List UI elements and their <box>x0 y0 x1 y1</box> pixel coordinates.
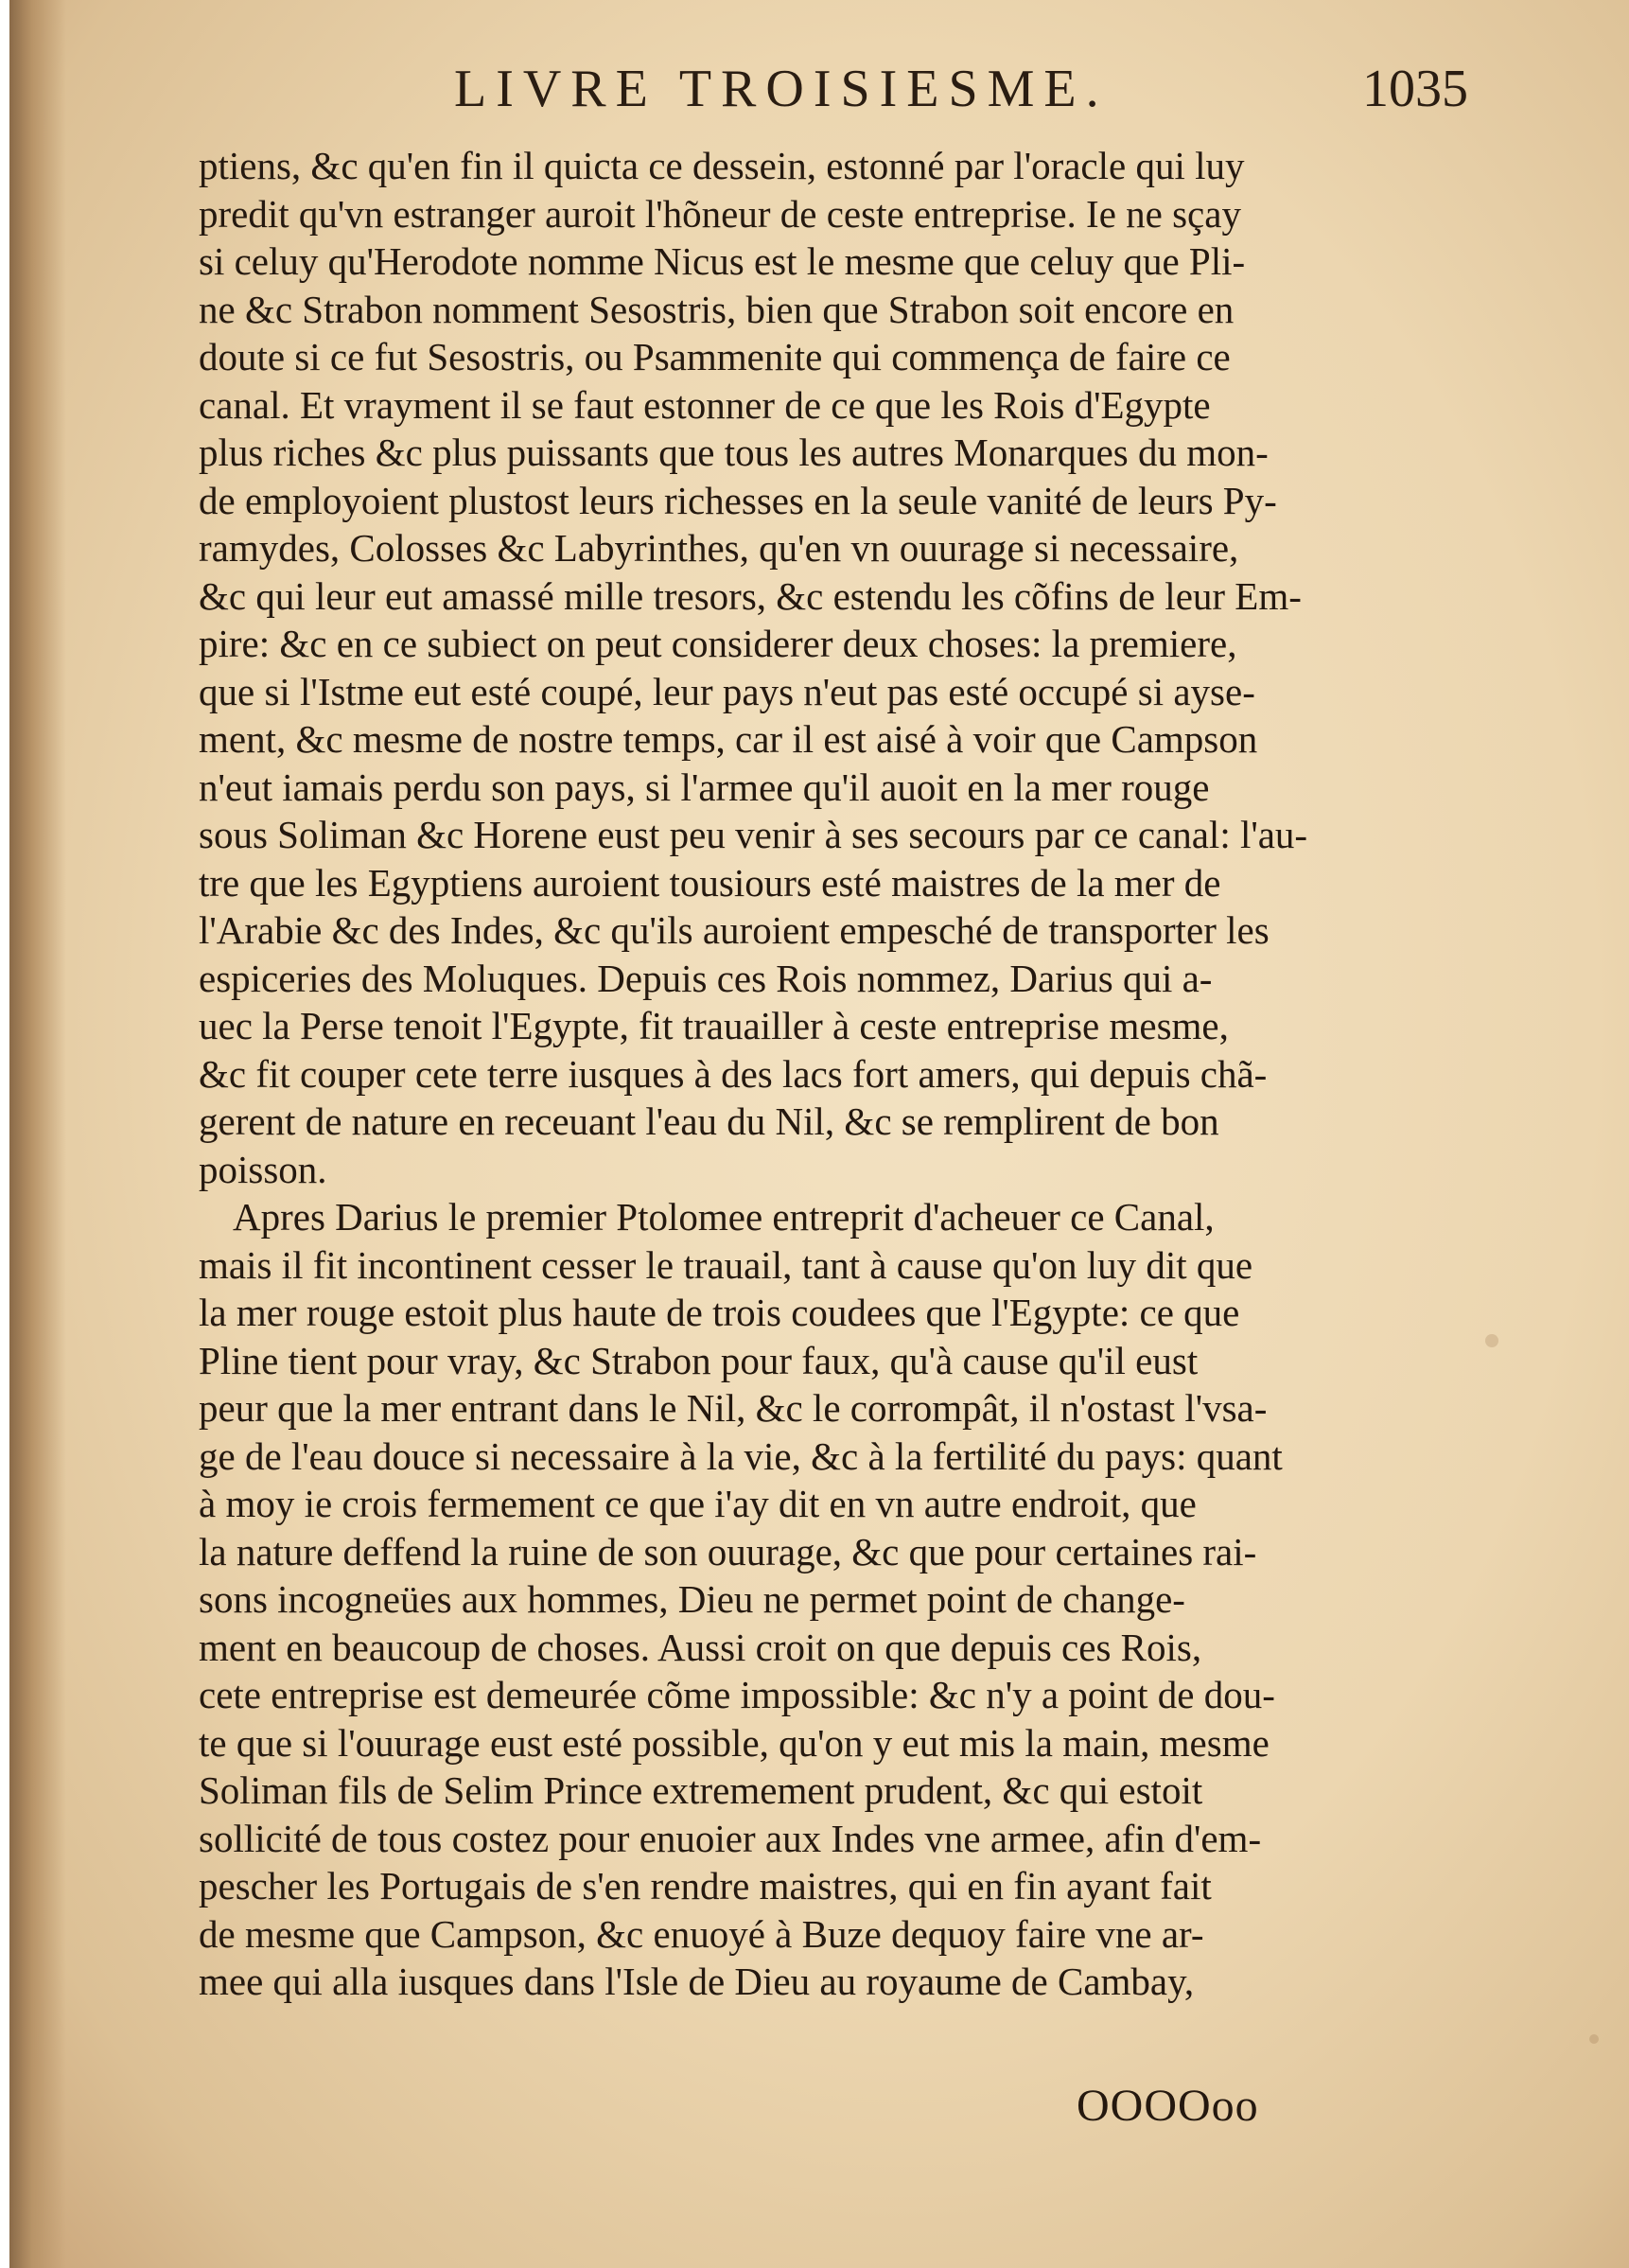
text-line: pescher les Portugais de s'en rendre maistres, qui en fin ayant fait <box>199 1864 1212 1908</box>
text-line: poisson. <box>199 1147 327 1191</box>
text-line: sous Soliman &c Horene eust peu venir à ses secours par ce canal: l'au- <box>199 813 1308 856</box>
text-line: ment en beaucoup de choses. Aussi croit on que depuis ces Rois, <box>199 1625 1202 1669</box>
running-title: LIVRE TROISIESME. <box>454 60 1109 118</box>
book-page <box>9 0 1629 2268</box>
text-line: te que si l'ouurage eust esté possible, qu'on y eut mis la main, mesme <box>199 1720 1270 1765</box>
text-line: uec la Perse tenoit l'Egypte, fit trauailler à ceste entreprise mesme, <box>199 1004 1229 1047</box>
text-line: la mer rouge estoit plus haute de trois coudees que l'Egypte: ce que <box>199 1291 1240 1334</box>
text-line: peur que la mer entrant dans le Nil, &c le corrompât, il n'ostast l'vsa- <box>199 1386 1268 1430</box>
text-line: &c qui leur eut amassé mille tresors, &c estendu les cõfins de leur Em- <box>199 573 1302 618</box>
text-line: Soliman fils de Selim Prince extremement prudent, &c qui estoit <box>199 1768 1203 1812</box>
page-number: 1035 <box>1362 60 1468 118</box>
text-line: gerent de nature en receuant l'eau du Nil, &c se remplirent de bon <box>199 1099 1219 1143</box>
text-line: canal. Et vrayment il se faut estonner de ce que les Rois d'Egypte <box>199 382 1211 427</box>
text-line: predit qu'vn estranger auroit l'hõneur de ceste entreprise. Ie ne sçay <box>199 191 1241 236</box>
text-line: ptiens, &c qu'en fin il quicta ce dessein, estonné par l'oracle qui luy <box>199 144 1245 187</box>
text-line: de mesme que Campson, &c enuoyé à Buze dequoy faire vne ar- <box>199 1911 1204 1956</box>
text-line: cete entreprise est demeurée cõme impossible: &c n'y a point de dou- <box>199 1673 1275 1716</box>
text-line: si celuy qu'Herodote nomme Nicus est le mesme que celuy que Pli- <box>199 239 1246 283</box>
ink-spot <box>1589 2034 1599 2044</box>
text-line: ment, &c mesme de nostre temps, car il est aisé à voir que Campson <box>199 717 1258 761</box>
text-line: l'Arabie &c des Indes, &c qu'ils auroient empesché de transporter les <box>199 908 1270 952</box>
text-line: mee qui alla iusques dans l'Isle de Dieu au royaume de Cambay, <box>199 1960 1195 2003</box>
text-line: la nature deffend la ruine de son ouurage, &c que pour certaines rai- <box>199 1529 1257 1574</box>
text-line: doute si ce fut Sesostris, ou Psammenite qui commença de faire ce <box>199 335 1231 378</box>
text-line: ramydes, Colosses &c Labyrinthes, qu'en vn ouurage si necessaire, <box>199 526 1239 570</box>
ink-spot <box>1485 1334 1498 1347</box>
text-line: de employoient plustost leurs richesses en la seule vanité de leurs Py- <box>199 478 1277 522</box>
text-line: mais il fit incontinent cesser le trauail, tant à cause qu'on luy dit que <box>199 1242 1253 1287</box>
text-line: plus riches &c plus puissants que tous les autres Monarques du mon- <box>199 431 1269 474</box>
page-binding-shadow <box>9 0 66 2268</box>
text-line: n'eut iamais perdu son pays, si l'armee qu'il auoit en la mer rouge <box>199 765 1210 809</box>
text-line: Apres Darius le premier Ptolomee entreprit d'acheuer ce Canal, <box>233 1195 1215 1239</box>
text-line: sons incogneües aux hommes, Dieu ne permet point de change- <box>199 1577 1185 1621</box>
text-line: tre que les Egyptiens auroient tousiours esté maistres de la mer de <box>199 860 1221 905</box>
text-line: que si l'Istme eut esté coupé, leur pays n'eut pas esté occupé si ayse- <box>199 669 1255 713</box>
text-line: ge de l'eau douce si necessaire à la vie, &c à la fertilité du pays: quant <box>199 1433 1283 1478</box>
text-line: ne &c Strabon nomment Sesostris, bien que Strabon soit encore en <box>199 287 1235 331</box>
text-line: espiceries des Moluques. Depuis ces Rois nommez, Darius qui a- <box>199 956 1213 1000</box>
body-text <box>199 142 1447 2006</box>
text-line: &c fit couper cete terre iusques à des lacs fort amers, qui depuis chã- <box>199 1051 1268 1096</box>
signature-mark: OOOOoo <box>1077 2081 1259 2131</box>
page-header <box>426 59 1468 134</box>
text-line: à moy ie crois fermement ce que i'ay dit en vn autre endroit, que <box>199 1482 1197 1525</box>
text-line: sollicité de tous costez pour enuoier aux Indes vne armee, afin d'em- <box>199 1816 1262 1860</box>
text-line: Pline tient pour vray, &c Strabon pour faux, qu'à cause qu'il eust <box>199 1338 1199 1382</box>
text-line: pire: &c en ce subiect on peut considerer deux choses: la premiere, <box>199 622 1237 665</box>
